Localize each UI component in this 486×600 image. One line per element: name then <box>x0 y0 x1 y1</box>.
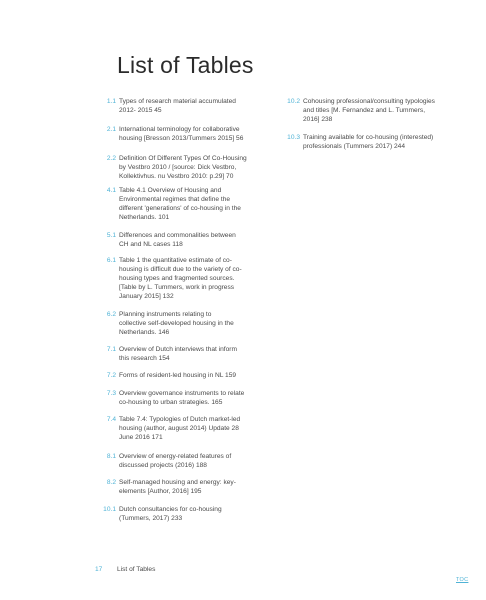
list-item[interactable] <box>88 478 248 496</box>
list-item[interactable] <box>88 452 248 470</box>
table-caption: International terminology for collaborative housing [Bresson 2013/Tummers 2015] 56 <box>119 126 244 142</box>
table-caption: Differences and commonalities between CH and NL cases 118 <box>119 232 236 248</box>
list-item[interactable] <box>272 133 452 151</box>
table-number: 10.3 <box>287 134 300 141</box>
table-number: 8.2 <box>106 479 116 486</box>
table-number: 7.2 <box>106 372 116 379</box>
toc-link[interactable]: TOC <box>456 577 469 583</box>
table-caption: Types of research material accumulated 2012- 2015 45 <box>119 98 236 114</box>
table-caption: Cohousing professional/consulting typologies and titles [M. Fernandez and L. Tummers, 2016] 238 <box>303 98 435 123</box>
list-item[interactable] <box>88 345 248 363</box>
table-caption: Table 1 the quantitative estimate of co-housing is difficult due to the variety of co-housing types and fragmented sources. [Table by L. Tummers, work in progress January 2015] 132 <box>119 257 242 300</box>
table-caption: Training available for co-housing (interested) professionals (Tummers 2017) 244 <box>303 134 434 150</box>
table-caption: Self-managed housing and energy: key-elements [Author, 2016] 195 <box>119 479 236 495</box>
list-item[interactable] <box>88 186 248 222</box>
table-number: 10.2 <box>287 98 300 105</box>
list-item[interactable] <box>88 389 248 407</box>
list-item[interactable] <box>88 505 248 523</box>
table-caption: Planning instruments relating to collective self-developed housing in the Netherlands. 146 <box>119 311 234 336</box>
table-caption: Table 7.4: Typologies of Dutch market-led housing (author, august 2014) Update 28 June 2016 171 <box>119 416 241 441</box>
list-item[interactable] <box>272 97 452 124</box>
list-item[interactable] <box>88 231 248 249</box>
table-number: 7.3 <box>106 390 116 397</box>
table-caption: Table 4.1 Overview of Housing and Environmental regimes that define the different 'generations' of co-housing in the Netherlands. 101 <box>119 187 241 221</box>
list-item[interactable] <box>88 415 248 442</box>
table-number: 1.1 <box>106 98 116 105</box>
list-item[interactable] <box>88 256 248 301</box>
table-number: 6.2 <box>106 311 116 318</box>
list-item[interactable] <box>88 125 248 143</box>
table-caption: Definition Of Different Types Of Co-Housing by Vestbro 2010 / [source: Dick Vestbro, Kollektivhus. nu Vestbro 2010: p.29] 70 <box>119 155 247 180</box>
footer-section-label: List of Tables <box>117 566 156 573</box>
table-caption: Forms of resident-led housing in NL 159 <box>119 372 237 379</box>
table-number: 10.1 <box>103 506 116 513</box>
table-number: 4.1 <box>106 187 116 194</box>
table-number: 6.1 <box>106 257 116 264</box>
table-number: 2.2 <box>106 155 116 162</box>
list-item[interactable] <box>88 154 248 181</box>
table-number: 7.1 <box>106 346 116 353</box>
table-number: 2.1 <box>106 126 116 133</box>
table-number: 5.1 <box>106 232 116 239</box>
list-item[interactable] <box>88 371 248 380</box>
page-title: List of Tables <box>117 52 254 78</box>
table-number: 8.1 <box>106 453 116 460</box>
page-number: 17 <box>95 566 103 573</box>
list-item[interactable] <box>88 97 248 115</box>
table-caption: Overview of Dutch interviews that inform this research 154 <box>119 346 237 362</box>
table-caption: Overview governance instruments to relate co-housing to urban strategies. 165 <box>119 390 245 406</box>
table-number: 7.4 <box>106 416 116 423</box>
list-item[interactable] <box>88 310 248 337</box>
table-caption: Overview of energy-related features of discussed projects (2016) 188 <box>119 453 232 469</box>
table-caption: Dutch consultancies for co-housing (Tummers, 2017) 233 <box>119 506 222 522</box>
